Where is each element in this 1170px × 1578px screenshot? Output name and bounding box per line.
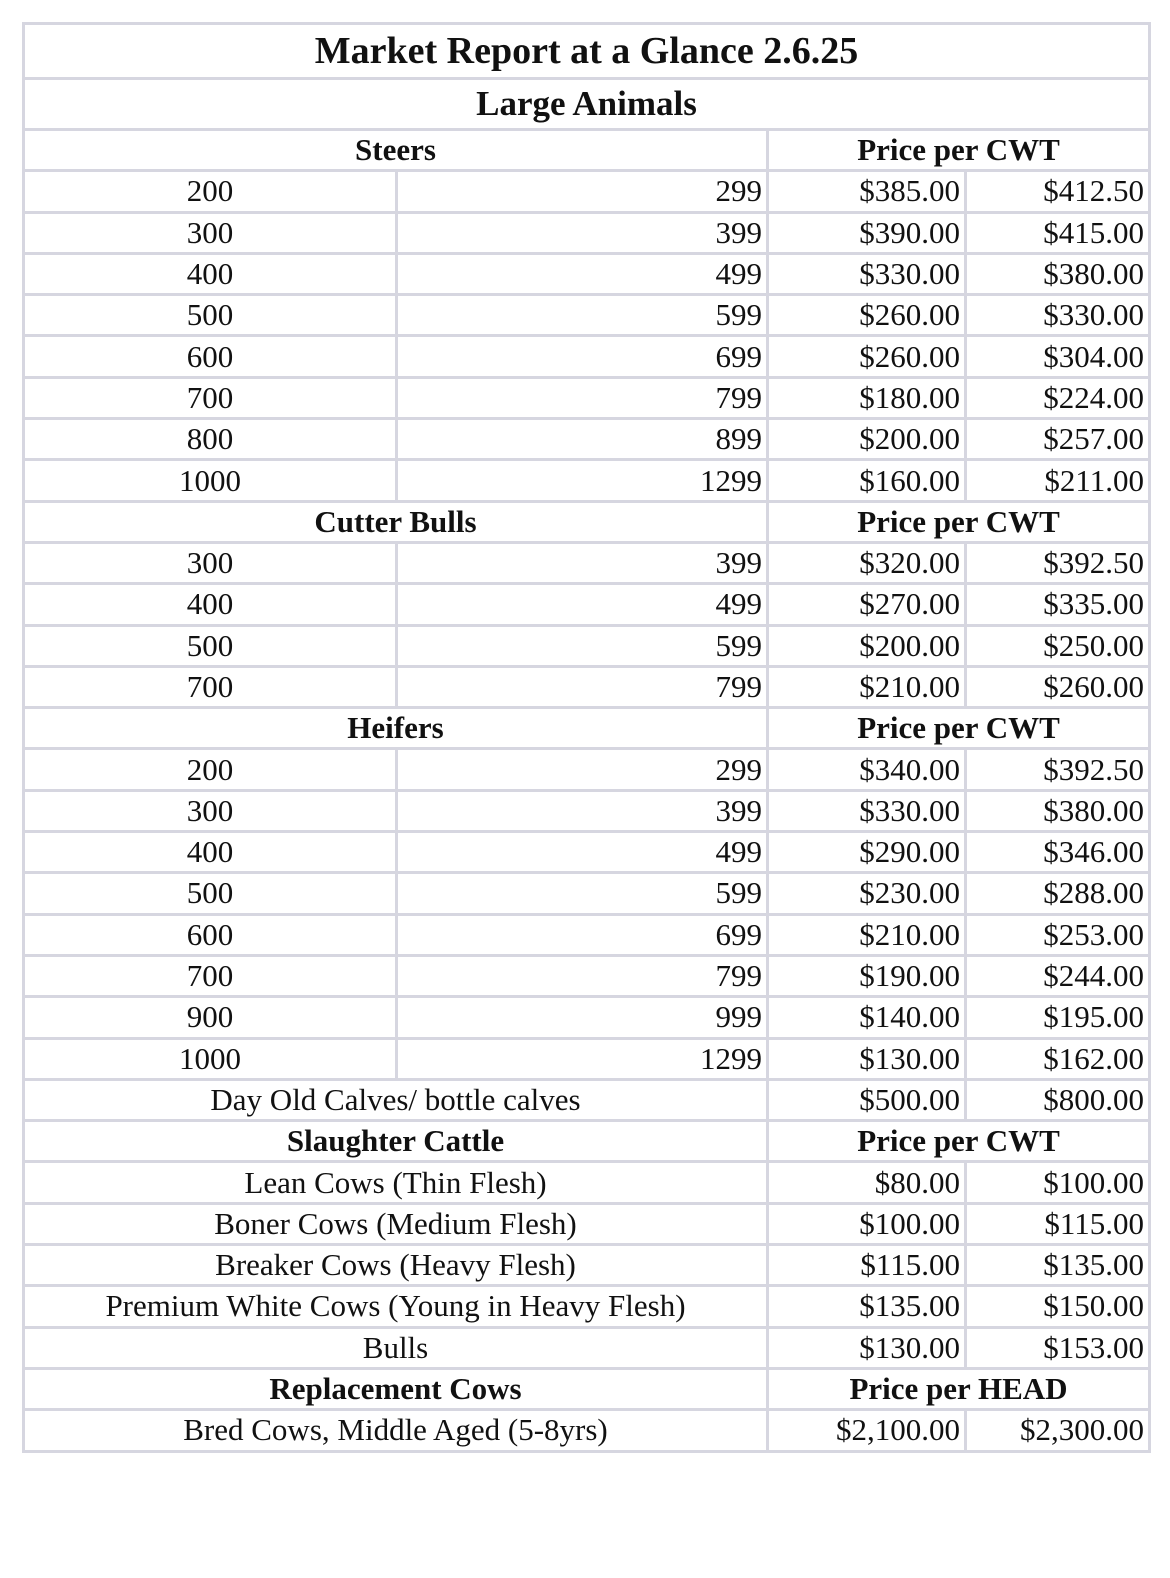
section-header: Cutter Bulls	[24, 501, 768, 542]
price-min: $160.00	[768, 460, 966, 501]
price-min: $330.00	[768, 253, 966, 294]
weight-low: 500	[24, 625, 397, 666]
price-min: $180.00	[768, 377, 966, 418]
price-min: $230.00	[768, 873, 966, 914]
price-header: Price per CWT	[768, 1121, 1150, 1162]
price-min: $290.00	[768, 832, 966, 873]
market-report-table	[22, 22, 1151, 1453]
weight-high: 699	[397, 336, 768, 377]
price-min: $260.00	[768, 336, 966, 377]
table-row	[24, 419, 1150, 460]
weight-high: 499	[397, 253, 768, 294]
weight-low: 1000	[24, 1038, 397, 1079]
table-row	[24, 1203, 1150, 1244]
weight-low: 200	[24, 171, 397, 212]
section-header-row	[24, 130, 1150, 171]
price-max: $162.00	[966, 1038, 1150, 1079]
price-max: $153.00	[966, 1327, 1150, 1368]
table-row	[24, 542, 1150, 583]
weight-low: 600	[24, 336, 397, 377]
price-min: $140.00	[768, 997, 966, 1038]
table-row	[24, 253, 1150, 294]
table-row	[24, 460, 1150, 501]
price-min: $115.00	[768, 1245, 966, 1286]
table-row	[24, 997, 1150, 1038]
weight-high: 399	[397, 542, 768, 583]
price-max: $800.00	[966, 1079, 1150, 1120]
weight-high: 299	[397, 171, 768, 212]
price-max: $304.00	[966, 336, 1150, 377]
price-max: $415.00	[966, 212, 1150, 253]
table-row	[24, 1245, 1150, 1286]
price-min: $320.00	[768, 542, 966, 583]
weight-high: 499	[397, 832, 768, 873]
weight-low: 1000	[24, 460, 397, 501]
price-max: $244.00	[966, 955, 1150, 996]
report-subtitle: Large Animals	[24, 79, 1150, 130]
report-title: Market Report at a Glance 2.6.25	[24, 24, 1150, 79]
table-row	[24, 1038, 1150, 1079]
price-min: $80.00	[768, 1162, 966, 1203]
price-min: $500.00	[768, 1079, 966, 1120]
weight-low: 400	[24, 584, 397, 625]
price-max: $135.00	[966, 1245, 1150, 1286]
weight-low: 400	[24, 832, 397, 873]
weight-high: 799	[397, 955, 768, 996]
price-max: $257.00	[966, 419, 1150, 460]
weight-high: 799	[397, 377, 768, 418]
table-row	[24, 1410, 1150, 1451]
table-row	[24, 914, 1150, 955]
weight-low: 700	[24, 377, 397, 418]
price-min: $130.00	[768, 1038, 966, 1079]
price-min: $385.00	[768, 171, 966, 212]
price-max: $195.00	[966, 997, 1150, 1038]
weight-high: 799	[397, 666, 768, 707]
table-row	[24, 171, 1150, 212]
weight-high: 999	[397, 997, 768, 1038]
weight-low: 400	[24, 253, 397, 294]
price-header: Price per CWT	[768, 130, 1150, 171]
section-header: Steers	[24, 130, 768, 171]
price-min: $200.00	[768, 625, 966, 666]
price-max: $330.00	[966, 295, 1150, 336]
section-header: Replacement Cows	[24, 1368, 768, 1409]
price-min: $100.00	[768, 1203, 966, 1244]
price-min: $190.00	[768, 955, 966, 996]
weight-low: 900	[24, 997, 397, 1038]
weight-low: 700	[24, 955, 397, 996]
price-max: $288.00	[966, 873, 1150, 914]
price-min: $135.00	[768, 1286, 966, 1327]
price-min: $210.00	[768, 666, 966, 707]
price-max: $346.00	[966, 832, 1150, 873]
table-row	[24, 1286, 1150, 1327]
table-row	[24, 1327, 1150, 1368]
weight-low: 600	[24, 914, 397, 955]
table-row	[24, 832, 1150, 873]
table-row	[24, 955, 1150, 996]
category-label: Lean Cows (Thin Flesh)	[24, 1162, 768, 1203]
weight-low: 500	[24, 295, 397, 336]
price-max: $392.50	[966, 749, 1150, 790]
weight-high: 1299	[397, 1038, 768, 1079]
price-max: $380.00	[966, 253, 1150, 294]
price-max: $260.00	[966, 666, 1150, 707]
section-header-row	[24, 501, 1150, 542]
section-header: Heifers	[24, 708, 768, 749]
price-min: $200.00	[768, 419, 966, 460]
weight-low: 700	[24, 666, 397, 707]
category-label: Premium White Cows (Young in Heavy Flesh)	[24, 1286, 768, 1327]
title-row	[24, 24, 1150, 79]
price-min: $390.00	[768, 212, 966, 253]
weight-low: 300	[24, 790, 397, 831]
price-max: $335.00	[966, 584, 1150, 625]
category-label: Bred Cows, Middle Aged (5-8yrs)	[24, 1410, 768, 1451]
weight-low: 800	[24, 419, 397, 460]
category-label: Bulls	[24, 1327, 768, 1368]
price-max: $412.50	[966, 171, 1150, 212]
weight-high: 599	[397, 295, 768, 336]
section-header-row	[24, 1121, 1150, 1162]
table-row	[24, 584, 1150, 625]
price-min: $2,100.00	[768, 1410, 966, 1451]
price-min: $260.00	[768, 295, 966, 336]
section-header-row	[24, 708, 1150, 749]
price-max: $150.00	[966, 1286, 1150, 1327]
price-min: $270.00	[768, 584, 966, 625]
price-max: $211.00	[966, 460, 1150, 501]
price-min: $330.00	[768, 790, 966, 831]
table-row	[24, 1162, 1150, 1203]
table-row	[24, 790, 1150, 831]
weight-high: 499	[397, 584, 768, 625]
price-min: $130.00	[768, 1327, 966, 1368]
subtitle-row	[24, 79, 1150, 130]
price-min: $340.00	[768, 749, 966, 790]
table-row	[24, 873, 1150, 914]
weight-low: 500	[24, 873, 397, 914]
weight-high: 399	[397, 212, 768, 253]
price-max: $100.00	[966, 1162, 1150, 1203]
price-header: Price per CWT	[768, 708, 1150, 749]
price-max: $253.00	[966, 914, 1150, 955]
weight-high: 699	[397, 914, 768, 955]
price-max: $115.00	[966, 1203, 1150, 1244]
category-label: Boner Cows (Medium Flesh)	[24, 1203, 768, 1244]
report-body	[24, 24, 1150, 1452]
table-row	[24, 336, 1150, 377]
category-label: Breaker Cows (Heavy Flesh)	[24, 1245, 768, 1286]
table-row	[24, 295, 1150, 336]
weight-high: 599	[397, 625, 768, 666]
price-header: Price per CWT	[768, 501, 1150, 542]
section-header: Slaughter Cattle	[24, 1121, 768, 1162]
price-max: $392.50	[966, 542, 1150, 583]
table-row	[24, 625, 1150, 666]
table-row	[24, 212, 1150, 253]
weight-high: 899	[397, 419, 768, 460]
price-header: Price per HEAD	[768, 1368, 1150, 1409]
table-row	[24, 749, 1150, 790]
section-header-row	[24, 1368, 1150, 1409]
price-max: $380.00	[966, 790, 1150, 831]
price-max: $224.00	[966, 377, 1150, 418]
table-row	[24, 666, 1150, 707]
weight-high: 399	[397, 790, 768, 831]
weight-high: 1299	[397, 460, 768, 501]
day-old-row	[24, 1079, 1150, 1120]
price-max: $250.00	[966, 625, 1150, 666]
weight-low: 300	[24, 212, 397, 253]
day-old-label: Day Old Calves/ bottle calves	[24, 1079, 768, 1120]
weight-high: 599	[397, 873, 768, 914]
price-max: $2,300.00	[966, 1410, 1150, 1451]
weight-high: 299	[397, 749, 768, 790]
price-min: $210.00	[768, 914, 966, 955]
table-row	[24, 377, 1150, 418]
weight-low: 300	[24, 542, 397, 583]
weight-low: 200	[24, 749, 397, 790]
